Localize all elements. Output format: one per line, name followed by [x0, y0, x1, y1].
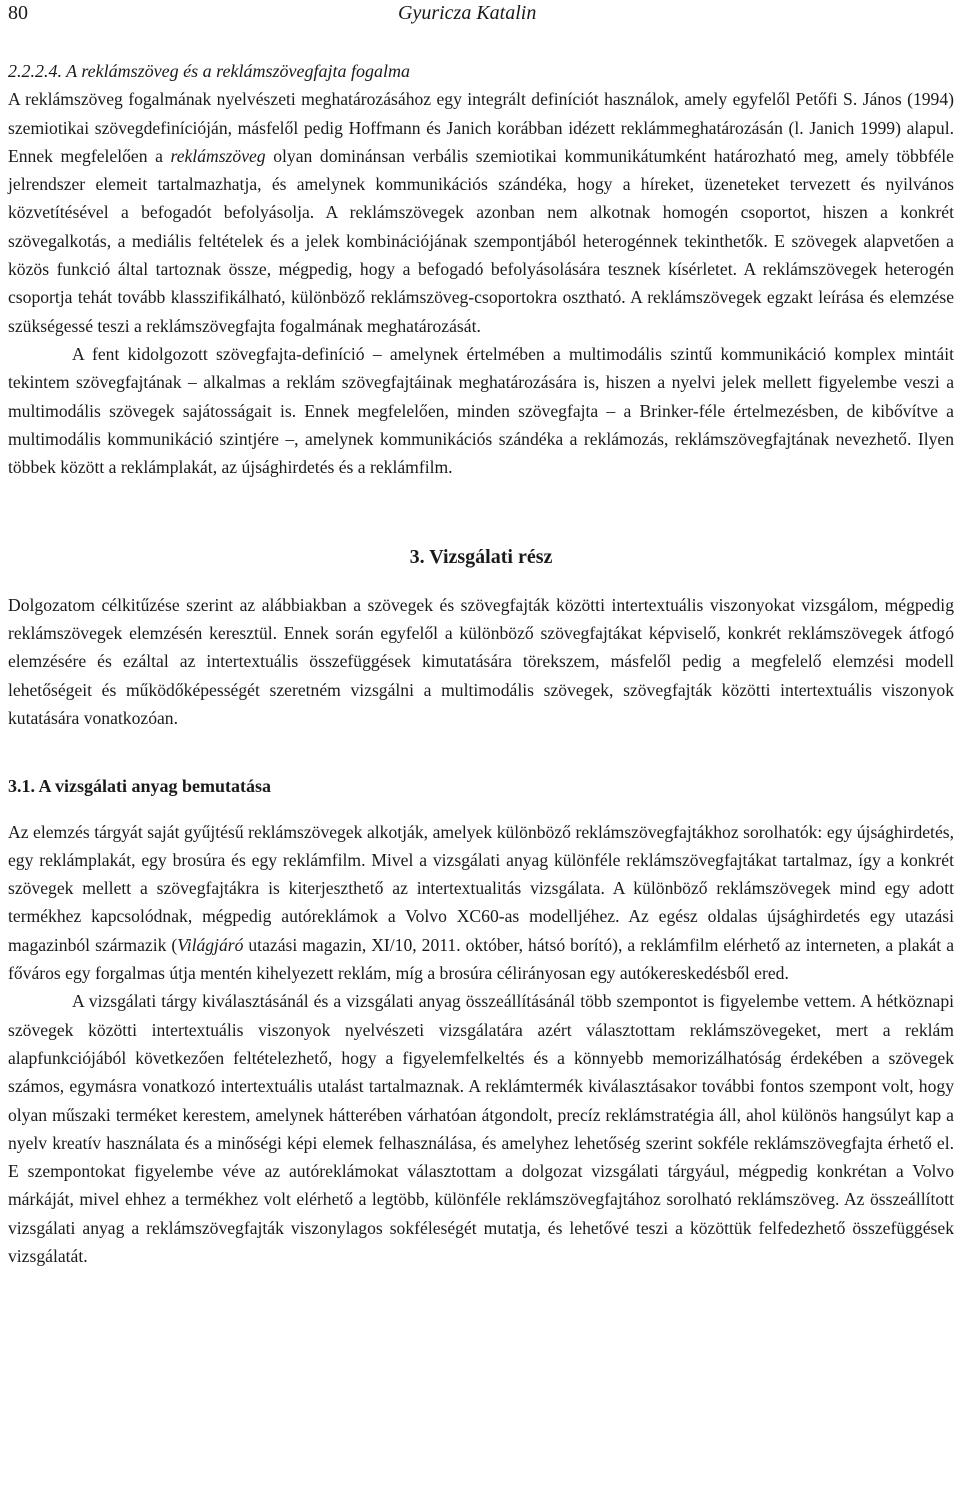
paragraph-text: olyan dominánsan verbális szemiotikai kommunikátumként határozható meg, amely többféle jelrendszer elemeit tartalmazhatja, és amelynek kommunikációs szándéka, hogy a híreket, üzeneteket tervezett és nyilvános közvetítésével a befogadót befolyásolja. A reklámszövegek azonban nem alkotnak homogén csoportot, hiszen a konkrét szövegalkotás, a mediális feltételek és a jelek kombinációjának szempontjából heterogénnek tekinthetők. E szövegek alapvetően a közös funkció által tartoznak össze, mégpedig, hogy a befogadó befolyásolására tesznek kísérletet. A reklámszövegek heterogén csoportja tehát tovább klasszifikálható, különböző reklámszöveg-csoportokra osztható. A reklámszövegek egzakt leírása és elemzése szükségessé teszi a reklámszövegfajta fogalmának meghatározását. — [8, 145, 954, 336]
magazine-title: Világjáró — [177, 934, 244, 955]
paragraph-text: Az elemzés tárgyát saját gyűjtésű reklámszövegek alkotják, amelyek különböző reklámszövegfajtákhoz sorolhatók: egy újsághirdetés, egy reklámplakát, egy brosúra és egy reklámfilm. Mivel a vizsgálati anyag különféle reklámszövegfajtákat tartalmaz, így a konkrét szövegek mellett a szövegfajtákra is kiterjeszthető az intertextualitás vizsgálata. A különböző reklámszövegek mind egy adott termékhez kapcsolódnak, mégpedig autóreklámok a Volvo XC60-as modelljéhez. Az egész oldalas újsághirdetés egy utazási magazinból származik ( — [8, 821, 954, 955]
body-text — [8, 57, 954, 1270]
term-reklamszoveg: reklámszöveg — [170, 145, 266, 166]
paragraph-material — [8, 818, 954, 988]
page-number: 80 — [8, 2, 28, 24]
running-head-author: Gyuricza Katalin — [398, 2, 537, 24]
section-heading-3: 3. Vizsgálati rész — [409, 546, 553, 569]
paragraph-reklamszoveg-definition — [8, 85, 954, 340]
paragraph-szovegfajta-definition: A fent kidolgozott szövegfajta-definíció – amelynek értelmében a multimodális szintű kommunikáció komplex mintáit tekintem szövegfajtának – alkalmas a reklám szövegfajtáinak meghatározására is, hiszen a nyelvi jelek mellett figyelembe veszi a multimodális szövegek sajátosságait is. Ennek megfelelően, minden szövegfajta – a Brinker-féle értelmezésben, de kibővítve a multimodális kommunikáció szintjére –, amelynek kommunikációs szándéka a reklámozás, reklámszövegfajtának nevezhető. Ilyen többek között a reklámplakát, az újsághirdetés és a reklámfilm. — [8, 343, 954, 478]
paragraph-text: A reklámszöveg fogalmának nyelvészeti meghatározásához egy integrált definíciót használok, amely egyfelől Petőfi S. János (1994) szemiotikai szövegdefinícióján, másfelől pedig Hoffmann és Janich korábban idézett reklámmeghatározásán (l. Janich 1999) alapul. Ennek megfelelően a — [8, 89, 954, 166]
paragraph-text: utazási magazin, XI/10, 2011. október, hátsó borító), a reklámfilm elérhető az interneten, a plakát a főváros egy forgalmas útja mentén kihelyezett reklám, míg a brosúra célirányosan egy autókereskedésből ered. — [8, 934, 954, 984]
paragraph-selection-criteria: A vizsgálati tárgy kiválasztásánál és a vizsgálati anyag összeállításánál több szempontot is figyelembe vettem. A hétköznapi szövegek közötti intertextuális viszonyok nyelvészeti vizsgálatára azért választottam reklámszövegeket, mert a reklám alapfunkciójából következően feltételezhető, hogy a figyelemfelkeltés és a könnyebb memorizálhatóság érdekében a szövegek számos, egymásra vonatkozó intertextuális utalást tartalmaznak. A reklámtermék kiválasztásakor további fontos szempont volt, hogy olyan műszaki terméket kerestem, amelynek hátterében várhatóan átgondolt, precíz reklámstratégia áll, ahol különös hangsúlyt kap a nyelv kreatív használata és a minőségi képi elemek felhasználása, és amelyhez lehetőség szerint sokféle reklámszövegfajta érhető el. E szempontokat figyelembe véve az autóreklámokat választottam a dolgozat vizsgálati tárgyául, mégpedig konkrétan a Volvo márkáját, mivel ehhez a termékhez volt elérhető a legtöbb, különféle reklámszövegfajtához sorolható reklámszöveg. Az összeállított vizsgálati anyag a reklámszövegfajták viszonylagos sokféleségét mutatja, és lehetővé teszi a közöttük felfedezhető összefüggések vizsgálatát. — [8, 991, 954, 1266]
running-head — [8, 2, 954, 28]
subsection-heading-2224: 2.2.2.4. A reklámszöveg és a reklámszövegfajta fogalma — [8, 61, 410, 81]
subsection-heading-31: 3.1. A vizsgálati anyag bemutatása — [8, 776, 272, 797]
paragraph-goal: Dolgozatom célkitűzése szerint az alábbiakban a szövegek és szövegfajták közötti intertextuális viszonyokat vizsgálom, mégpedig reklámszövegek elemzésén keresztül. Ennek során egyfelől a különböző szövegfajtákat képviselő, konkrét reklámszövegek átfogó elemzésére és ezáltal az intertextuális összefüggések kimutatására törekszem, másfelől pedig a megfelelő elemzési modell lehetőségeit és működőképességét szeretném vizsgálni a multimodális szövegek, szövegfajták közötti intertextuális viszonyok kutatására vonatkozóan. — [8, 594, 954, 728]
